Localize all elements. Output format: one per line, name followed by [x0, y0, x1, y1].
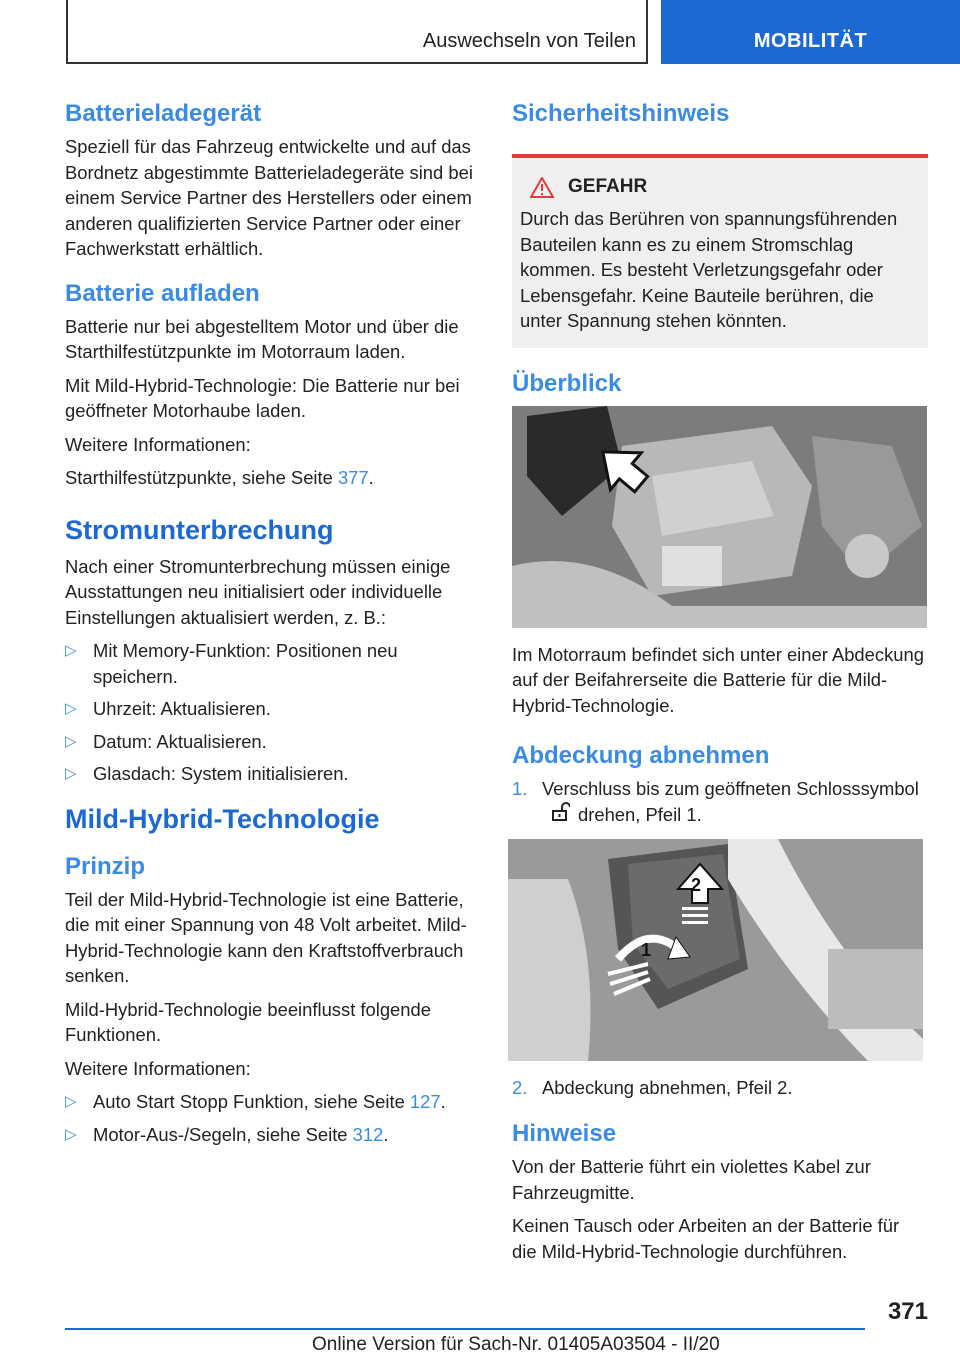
heading-safety: Sicherheitshinweis — [512, 100, 730, 127]
triangle-bullet-icon: ▷ — [65, 765, 77, 782]
heading-overview: Überblick — [512, 369, 622, 397]
list-item: ▷ Auto Start Stopp Funktion, siehe Seite 127. — [65, 1089, 480, 1115]
engine-bay-photo — [512, 406, 927, 628]
footer-divider — [65, 1328, 865, 1330]
interrupt-list — [65, 638, 480, 787]
page-link-127[interactable]: 127 — [409, 1091, 441, 1112]
step-item: 2. Abdeckung abnehmen, Pfeil 2. — [512, 1076, 793, 1098]
battery-cover-photo — [508, 839, 923, 1061]
footer-text: Online Version für Sach-Nr. 01405A03504 - II/20 — [312, 1334, 720, 1355]
step-item: 1. Verschluss bis zum geöffneten Schlosssymboldrehen, Pfeil 1. — [512, 776, 928, 829]
danger-box — [512, 154, 928, 348]
list-item: ▷ Uhrzeit: Aktualisieren. — [65, 696, 480, 722]
principle-text-2: Mild-Hybrid-Technologie beeinflusst folgende Funktionen. — [65, 998, 431, 1045]
charge-more: Weitere Informationen: — [65, 433, 251, 455]
list-item: ▷ Datum: Aktualisieren. — [65, 729, 480, 755]
header-tab-mobilitaet[interactable]: MOBILITÄT — [661, 0, 960, 64]
list-item: ▷ Glasdach: System initialisieren. — [65, 761, 480, 787]
charger-text: Speziell für das Fahrzeug entwickelte und auf das Bordnetz abgestimmte Batterieladegeräte sind bei einem Service Partner des Herstellers oder einem anderen qualifizierten Service Partner oder einer Fachwerkstatt erhältlich. — [65, 136, 473, 259]
principle-text-1: Teil der Mild-Hybrid-Technologie ist eine Batterie, die mit einer Spannung von 48 Volt arbeitet. Mild-Hybrid-Technologie kann den Kraftstoffverbrauch senken. — [65, 888, 467, 986]
list-item: ▷ Motor-Aus-/Segeln, siehe Seite 312. — [65, 1122, 480, 1148]
notes-text-1: Von der Batterie führt ein violettes Kabel zur Fahrzeugmitte. — [512, 1156, 871, 1203]
heading-remove-cover: Abdeckung abnehmen — [512, 742, 770, 769]
arrow-label-1: 1 — [641, 939, 652, 960]
principle-list — [65, 1089, 480, 1147]
triangle-bullet-icon: ▷ — [65, 700, 77, 717]
triangle-bullet-icon: ▷ — [65, 1125, 77, 1143]
heading-principle: Prinzip — [65, 852, 146, 880]
page-link-312[interactable]: 312 — [352, 1123, 384, 1145]
triangle-bullet-icon: ▷ — [65, 732, 77, 750]
interrupt-text: Nach einer Stromunterbrechung müssen einige Ausstattungen neu initialisiert oder individuelle Einstellungen aktualisiert werden, z. B.: — [65, 555, 451, 628]
triangle-bullet-icon: ▷ — [65, 1093, 77, 1110]
notes-text-2: Keinen Tausch oder Arbeiten an der Batterie für die Mild-Hybrid-Technologie durchführen. — [512, 1215, 900, 1262]
open-lock-icon — [550, 802, 570, 829]
page-link-377[interactable]: 377 — [337, 467, 369, 488]
charge-text-1: Batterie nur bei abgestelltem Motor und über die Starthilfestützpunkte im Motorraum laden. — [65, 315, 459, 362]
overview-text: Im Motorraum befindet sich unter einer Abdeckung auf der Beifahrerseite die Batterie für die Mild-Hybrid-Technologie. — [512, 643, 924, 716]
page-number: 371 — [887, 1298, 928, 1325]
triangle-bullet-icon: ▷ — [65, 642, 77, 659]
battery-cover-image — [508, 839, 923, 1061]
heading-mild-hybrid: Mild-Hybrid-Technologie — [65, 803, 380, 834]
header-title: Auswechseln von Teilen — [422, 30, 636, 52]
warning-triangle-icon — [530, 177, 554, 198]
danger-text: Durch das Berühren von spannungsführenden Bauteilen kann es zu einem Stromschlag kommen. Es besteht Verletzungsgefahr oder Lebensgefahr. Keine Bauteile berühren, die unter Spannung stehen könnten. — [520, 208, 898, 331]
heading-charger: Batterieladegerät — [65, 100, 262, 127]
arrow-label-2: 2 — [691, 874, 702, 895]
danger-label: GEFAHR — [568, 176, 648, 197]
heading-interrupt: Stromunterbrechung — [65, 514, 334, 545]
heading-notes: Hinweise — [512, 1120, 617, 1148]
steps-list — [512, 776, 928, 829]
left-column — [65, 100, 480, 1154]
list-item: ▷ Mit Memory-Funktion: Positionen neu speichern. — [65, 640, 398, 687]
heading-charge: Batterie aufladen — [65, 279, 260, 307]
principle-more: Weitere Informationen: — [65, 1057, 251, 1079]
right-column — [512, 100, 928, 1272]
charge-text-2: Mit Mild-Hybrid-Technologie: Die Batterie nur bei geöffneter Motorhaube laden. — [65, 374, 460, 421]
charge-reference: Starthilfestützpunkte, siehe Seite 377. — [65, 467, 374, 488]
steps-list-2 — [512, 1075, 928, 1101]
engine-bay-image — [512, 406, 927, 628]
